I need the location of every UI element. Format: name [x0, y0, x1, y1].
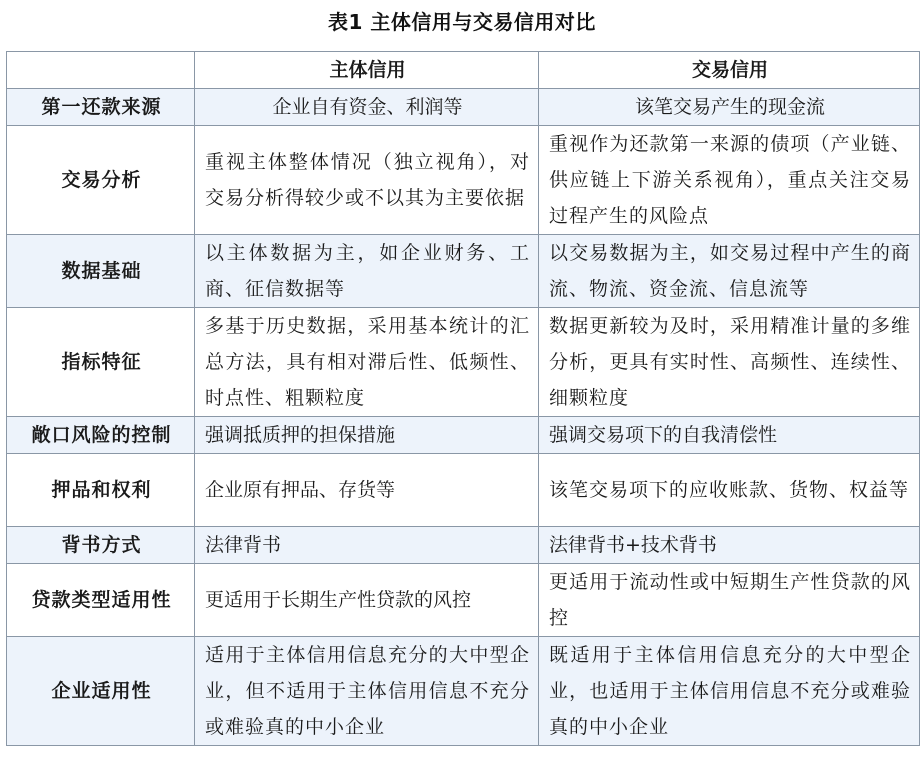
header-transaction-credit: 交易信用	[539, 52, 920, 89]
row-label: 第一还款来源	[7, 89, 195, 126]
table-header-row	[7, 52, 920, 89]
subject-credit-cell: 适用于主体信用信息充分的大中型企业，但不适用于主体信用信息不充分或难验真的中小企业	[195, 637, 539, 746]
row-label: 数据基础	[7, 235, 195, 308]
transaction-credit-cell: 以交易数据为主，如交易过程中产生的商流、物流、资金流、信息流等	[539, 235, 920, 308]
row-label: 背书方式	[7, 527, 195, 564]
transaction-credit-cell: 法律背书+技术背书	[539, 527, 920, 564]
row-label: 企业适用性	[7, 637, 195, 746]
table-row	[7, 89, 920, 126]
table-row	[7, 637, 920, 746]
subject-credit-cell: 强调抵质押的担保措施	[195, 417, 539, 454]
transaction-credit-cell: 该笔交易产生的现金流	[539, 89, 920, 126]
header-corner-cell	[7, 52, 195, 89]
subject-credit-cell: 企业自有资金、利润等	[195, 89, 539, 126]
subject-credit-cell: 多基于历史数据，采用基本统计的汇总方法，具有相对滞后性、低频性、时点性、粗颗粒度	[195, 308, 539, 417]
transaction-credit-cell: 该笔交易项下的应收账款、货物、权益等	[539, 454, 920, 527]
table-row	[7, 564, 920, 637]
comparison-table	[6, 51, 920, 746]
table-row	[7, 308, 920, 417]
subject-credit-cell: 重视主体整体情况（独立视角），对交易分析得较少或不以其为主要依据	[195, 126, 539, 235]
table-row	[7, 454, 920, 527]
table-row	[7, 126, 920, 235]
row-label: 交易分析	[7, 126, 195, 235]
row-label: 指标特征	[7, 308, 195, 417]
subject-credit-cell: 更适用于长期生产性贷款的风控	[195, 564, 539, 637]
table-row	[7, 527, 920, 564]
transaction-credit-cell: 更适用于流动性或中短期生产性贷款的风控	[539, 564, 920, 637]
header-subject-credit: 主体信用	[195, 52, 539, 89]
subject-credit-cell: 企业原有押品、存货等	[195, 454, 539, 527]
row-label: 敞口风险的控制	[7, 417, 195, 454]
table-title: 表1 主体信用与交易信用对比	[328, 10, 596, 34]
transaction-credit-cell: 既适用于主体信用信息充分的大中型企业，也适用于主体信用信息不充分或难验真的中小企业	[539, 637, 920, 746]
subject-credit-cell: 以主体数据为主，如企业财务、工商、征信数据等	[195, 235, 539, 308]
table-row	[7, 235, 920, 308]
row-label: 押品和权利	[7, 454, 195, 527]
transaction-credit-cell: 强调交易项下的自我清偿性	[539, 417, 920, 454]
transaction-credit-cell: 数据更新较为及时，采用精准计量的多维分析，更具有实时性、高频性、连续性、细颗粒度	[539, 308, 920, 417]
subject-credit-cell: 法律背书	[195, 527, 539, 564]
table-row	[7, 417, 920, 454]
row-label: 贷款类型适用性	[7, 564, 195, 637]
transaction-credit-cell: 重视作为还款第一来源的债项（产业链、供应链上下游关系视角），重点关注交易过程产生的风险点	[539, 126, 920, 235]
